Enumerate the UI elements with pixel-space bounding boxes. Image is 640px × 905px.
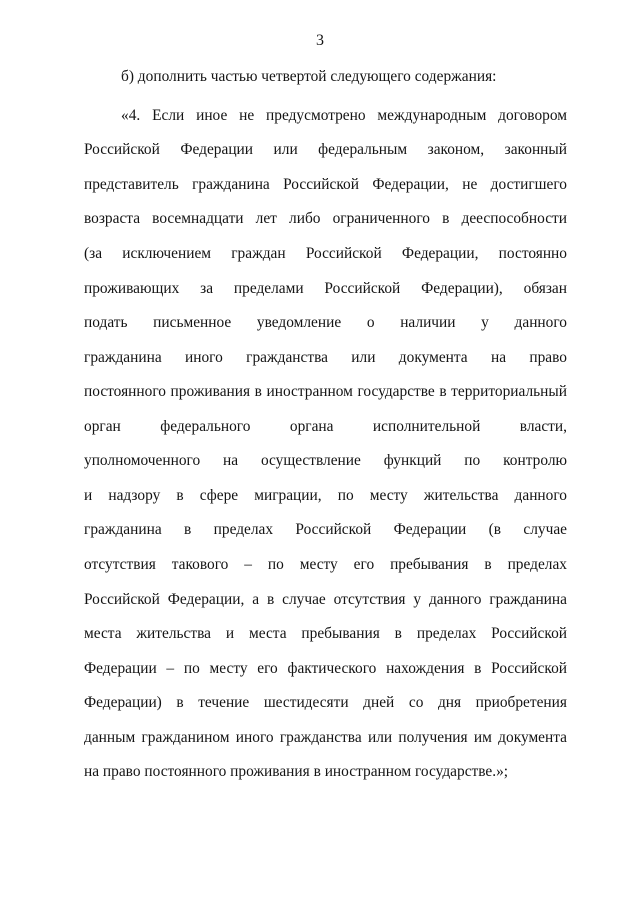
paragraph-line-16: места жительства и места пребывания в пределах Российской	[84, 625, 567, 642]
paragraph-line-1: «4. Если иное не предусмотрено международным договором	[121, 107, 567, 124]
paragraph-line-4: возраста восемнадцати лет либо ограниченного в дееспособности	[84, 210, 567, 227]
intro-line: б) дополнить частью четвертой следующего содержания:	[121, 68, 497, 85]
paragraph-line-18: Федерации) в течение шестидесяти дней со дня приобретения	[84, 694, 567, 711]
paragraph-line-12: и надзору в сфере миграции, по месту жительства данного	[84, 487, 567, 504]
paragraph-line-5: (за исключением граждан Российской Федерации, постоянно	[84, 245, 567, 262]
paragraph-line-15: Российской Федерации, а в случае отсутствия у данного гражданина	[84, 591, 567, 608]
paragraph-line-14: отсутствия такового – по месту его пребывания в пределах	[84, 556, 567, 573]
paragraph-line-11: уполномоченного на осуществление функций по контролю	[84, 452, 567, 469]
paragraph-line-17: Федерации – по месту его фактического нахождения в Российской	[84, 660, 567, 677]
paragraph-line-19: данным гражданином иного гражданства или получения им документа	[84, 729, 567, 746]
paragraph-line-13: гражданина в пределах Российской Федерации (в случае	[84, 521, 567, 538]
paragraph-line-6: проживающих за пределами Российской Федерации), обязан	[84, 280, 567, 297]
paragraph-line-10: орган федерального органа исполнительной власти,	[84, 418, 567, 435]
paragraph-line-9: постоянного проживания в иностранном государстве в территориальный	[84, 383, 567, 400]
paragraph-line-7: подать письменное уведомление о наличии у данного	[84, 314, 567, 331]
paragraph-line-2: Российской Федерации или федеральным законом, законный	[84, 141, 567, 158]
paragraph-line-8: гражданина иного гражданства или документа на право	[84, 349, 567, 366]
paragraph-line-20: на право постоянного проживания в иностранном государстве.»;	[84, 763, 509, 780]
page-number: 3	[316, 32, 324, 49]
paragraph-line-3: представитель гражданина Российской Федерации, не достигшего	[84, 176, 567, 193]
